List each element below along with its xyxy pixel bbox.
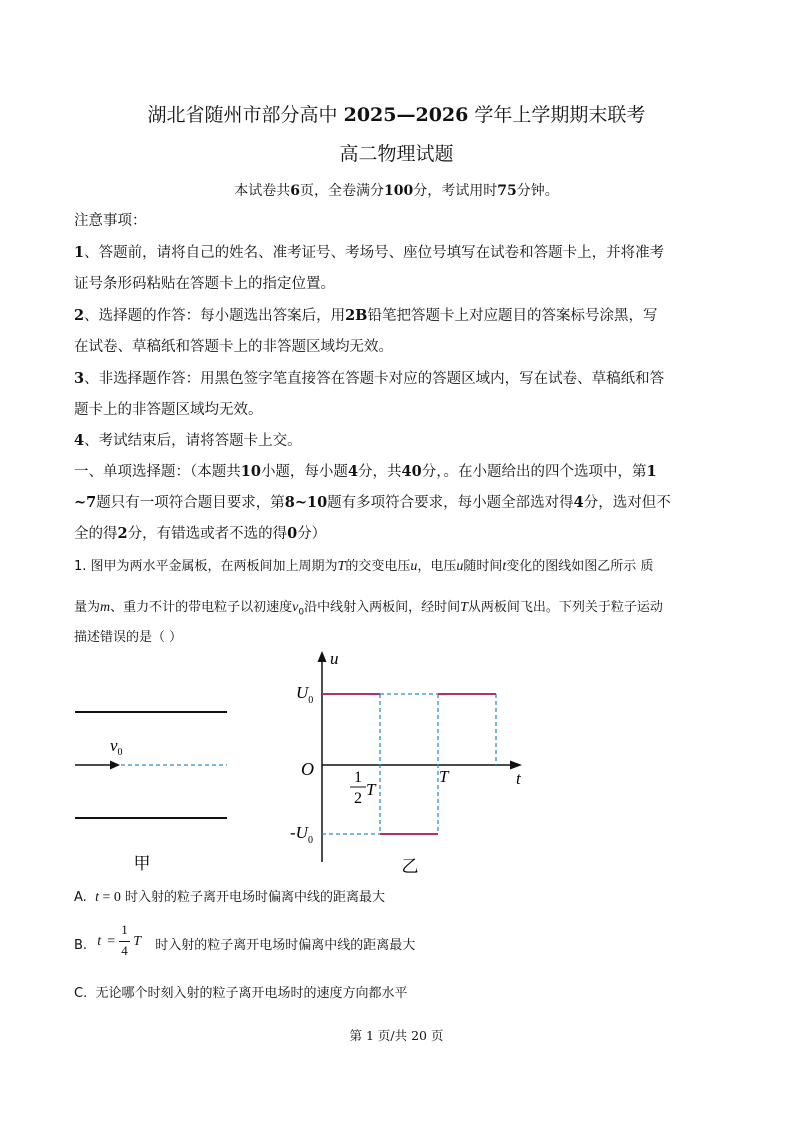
- half-T-label: T: [366, 780, 376, 799]
- exam-subtitle: 高二物理试题: [339, 143, 454, 165]
- u-axis-arrow: [318, 651, 327, 662]
- notice-item-2-cont: 在试卷、草稿纸和答题卡上的非答题区域均无效。: [74, 339, 393, 355]
- T-label: T: [439, 767, 449, 786]
- half-numerator: 1: [354, 769, 362, 786]
- notice-item-2: 2、选择题的作答：每小题选出答案后，用2B铅笔把答题卡上对应题目的答案标号涂黑，写: [74, 307, 658, 324]
- notice-item-3-cont: 题卡上的非答题区域均无效。: [74, 402, 263, 418]
- u0-label: $U_0$: [296, 683, 314, 706]
- page-footer: 第 1 页/共 20 页: [349, 1028, 444, 1043]
- notice-item-1: 1、答题前，请将自己的姓名、准考证号、考场号、座位号填写在试卷和答题卡上，并将准考: [74, 244, 665, 261]
- exam-title: 湖北省随州市部分高中 2025—2026 学年上学期期末联考: [147, 104, 646, 126]
- section-heading-cont-1: ~7题只有一项符合题目要求，第8~10题有多项符合要求，每小题全部选对得4分，选对但不: [74, 494, 671, 511]
- notice-heading: 注意事项：: [74, 213, 147, 229]
- exam-info: 本试卷共6页，全卷满分100分，考试用时75分钟。: [234, 183, 559, 199]
- t-axis-label: t: [516, 769, 521, 788]
- question-1-line-1: 1. 图甲为两水平金属板，在两板间加上周期为T的交变电压u，电压u随时间t变化的图线如图乙所示 质: [74, 559, 654, 574]
- notice-item-3: 3、非选择题作答：用黑色签字笔直接答在答题卡对应的答题区域内，写在试卷、草稿纸和答: [74, 370, 665, 387]
- notice-item-1-cont: 证号条形码粘贴在答题卡上的指定位置。: [74, 276, 335, 292]
- question-1-line-2: 量为m、重力不计的带电粒子以初速度$v_0$沿中线射入两板间，经时间T从两板间飞出。下列关于粒子运动: [74, 600, 663, 618]
- half-denominator: 2: [354, 790, 362, 807]
- figure-label-jia: 甲: [133, 854, 151, 873]
- particle-arrow-head: [110, 761, 120, 770]
- v0-label: $v_0$: [110, 736, 123, 758]
- origin-label: O: [301, 759, 314, 779]
- question-1-line-3: 描述错误的是（ ）: [74, 630, 183, 645]
- u-axis-label: u: [330, 649, 339, 668]
- option-b: B. t = 1 4 T 时入射的粒子离开电场时偏离中线的距离最大: [74, 922, 416, 958]
- dashed-guides: [322, 694, 496, 834]
- option-a: A. t = 0 时入射的粒子离开电场时偏离中线的距离最大: [74, 890, 386, 905]
- figure-label-yi: 乙: [401, 857, 419, 876]
- section-heading-cont-2: 全的得2分，有错选或者不选的得0分）: [74, 525, 327, 542]
- neg-u0-label: $-U_0$: [290, 823, 313, 846]
- voltage-waveform: [322, 694, 496, 834]
- notice-item-4: 4、考试结束后，请将答题卡上交。: [74, 432, 302, 449]
- option-c: C. 无论哪个时刻入射的粒子离开电场时的速度方向都水平: [74, 986, 408, 1001]
- figure-diagram: [60, 645, 540, 885]
- section-heading: 一、单项选择题：（本题共10小题，每小题4分，共40分，。在小题给出的四个选项中，第1: [74, 463, 657, 480]
